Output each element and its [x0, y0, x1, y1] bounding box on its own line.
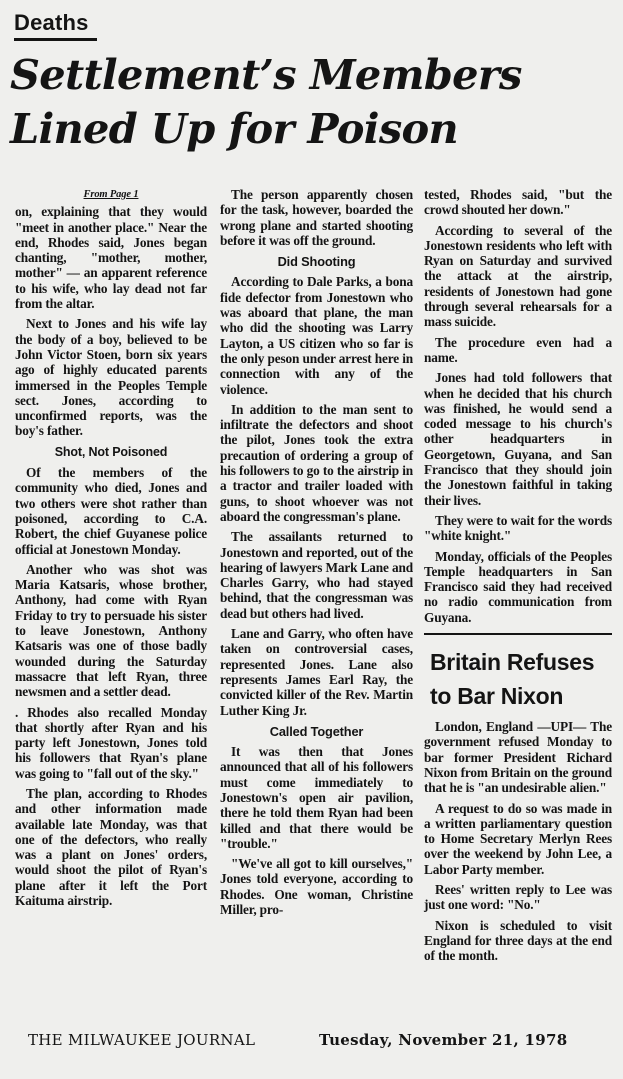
paragraph: They were to wait for the words "white knight." [424, 512, 612, 544]
paragraph: on, explaining that they would "meet in another place." Near the end, Rhodes said, Jones began chanting, "mother, mother, mother" — an apparent reference to his wife, who lay dead not far from the altar. [15, 204, 207, 312]
headline [10, 48, 610, 156]
subhead: Shot, Not Poisoned [54, 444, 168, 459]
paragraph: The person apparently chosen for the task, however, boarded the wrong plane and started shooting before it was off the ground. [220, 187, 413, 248]
article-column-2 [220, 187, 413, 922]
paragraph: According to Dale Parks, a bona fide defector from Jonestown who was aboard that plane, the man who did the shooting was Larry Layton, a US citizen who so far is the only peson under arrest here in connection with any of the violence. [220, 274, 413, 397]
paragraph: A request to do so was made in a written parliamentary question to Home Secretary Merlyn Rees over the weekend by John Lee, a Labor Party member. [424, 800, 612, 877]
section-label: Deaths [14, 10, 89, 35]
paragraph: "We've all got to kill ourselves," Jones told everyone, according to Rhodes. One woman, Christine Miller, pro- [220, 856, 413, 918]
paragraph: Jones had told followers that when he decided that his church was finished, he would send a coded message to his church's other headquarters in Georgetown, Guyana, and San Francisco that they should join the Jonestown faithful in taking their lives. [424, 370, 612, 508]
article-column-1 [15, 187, 207, 913]
subhead: Did Shooting [277, 254, 356, 270]
paragraph: Next to Jones and his wife lay the body of a boy, believed to be John Victor Stoen, born six years ago of highly educated parents immersed in the Peoples Temple sect. Jones, according to unconfirmed reports, was the boy's father. [15, 316, 207, 439]
paragraph: Rees' written reply to Lee was just one word: "No." [424, 881, 612, 913]
sidebar-story [424, 645, 612, 963]
sidebar-headline-line-2: to Bar Nixon [430, 683, 564, 710]
dateline: London, England —UPI— [435, 719, 587, 735]
paragraph [424, 719, 612, 795]
paragraph: Nixon is scheduled to visit England for three days at the end of the month. [424, 917, 612, 964]
paragraph: Of the members of the community who died, Jones and two others were shot rather than poisoned, according to C.A. Robert, the chief Guyanese police official at Jonestown Monday. [15, 465, 207, 557]
paragraph: The plan, according to Rhodes and other information made available late Monday, was that one of the defectors, who really was a plant on Jones' orders, would shoot the pilot of Ryan's plane after it left the Port Kaituma airstrip. [15, 785, 207, 909]
paragraph: Monday, officials of the Peoples Temple headquarters in San Francisco said they had received no radio communication from Guyana. [424, 548, 612, 625]
paragraph: According to several of the Jonestown residents who left with Ryan on Saturday and survived the attack at the airstrip, residents of Jonestown had gone through several rehearsals for a mass suicide. [424, 222, 612, 330]
newspaper-name: THE MILWAUKEE JOURNAL [28, 1031, 256, 1049]
paragraph: The procedure even had a name. [424, 334, 612, 365]
headline-line-1: Settlement’s Members [10, 50, 522, 99]
section-rule [14, 38, 97, 41]
jump-line: From Page 1 [83, 189, 139, 200]
paragraph: . Rhodes also recalled Monday that shortly after Ryan and his party left Jonestown, Jones told his followers that Ryan's plane was going to "fall out of the sky." [15, 704, 207, 781]
headline-line-2: Lined Up for Poison [10, 104, 458, 153]
paragraph: In addition to the man sent to infiltrate the defectors and shoot the pilot, Jones took the extra precaution of ordering a group of his followers to go to the airstrip in a tractor and trailer loaded with guns, to shoot whoever was not aboard the congressman's plane. [220, 401, 413, 524]
publication-date: Tuesday, November 21, 1978 [319, 1031, 568, 1049]
paragraph-text: The government refused Monday to bar former President Richard Nixon from Britain on the ground that he is "an undesirable alien." [424, 719, 613, 796]
sidebar-headline-line-1: Britain Refuses [430, 649, 595, 676]
paragraph: It was then that Jones announced that all of his followers must come immediately to Jonestown's open air pavilion, there he told them Ryan had been killed and that there would be "trouble." [220, 744, 413, 851]
paragraph: The assailants returned to Jonestown and reported, out of the hearing of lawyers Mark Lane and Charles Garry, who had stayed behind, that the congressman was dead but others had lived. [220, 529, 413, 621]
subhead: Called Together [269, 723, 364, 739]
article-column-3 [424, 187, 612, 968]
paragraph: tested, Rhodes said, "but the crowd shouted her down." [424, 187, 612, 218]
paragraph: Lane and Garry, who often have taken on controversial cases, represented Jones. Lane also represents James Earl Ray, the convicted killer of the Rev. Martin Luther King Jr. [220, 626, 413, 718]
paragraph: Another who was shot was Maria Katsaris, whose brother, Anthony, had come with Ryan Friday to try to persuade his sister to leave Jonestown, Anthony Katsaris was one of those badly wounded during the Saturday massacre that left Ryan, three newsmen and a settler dead. [15, 561, 207, 700]
story-divider [424, 633, 612, 635]
sidebar-headline [430, 645, 612, 713]
